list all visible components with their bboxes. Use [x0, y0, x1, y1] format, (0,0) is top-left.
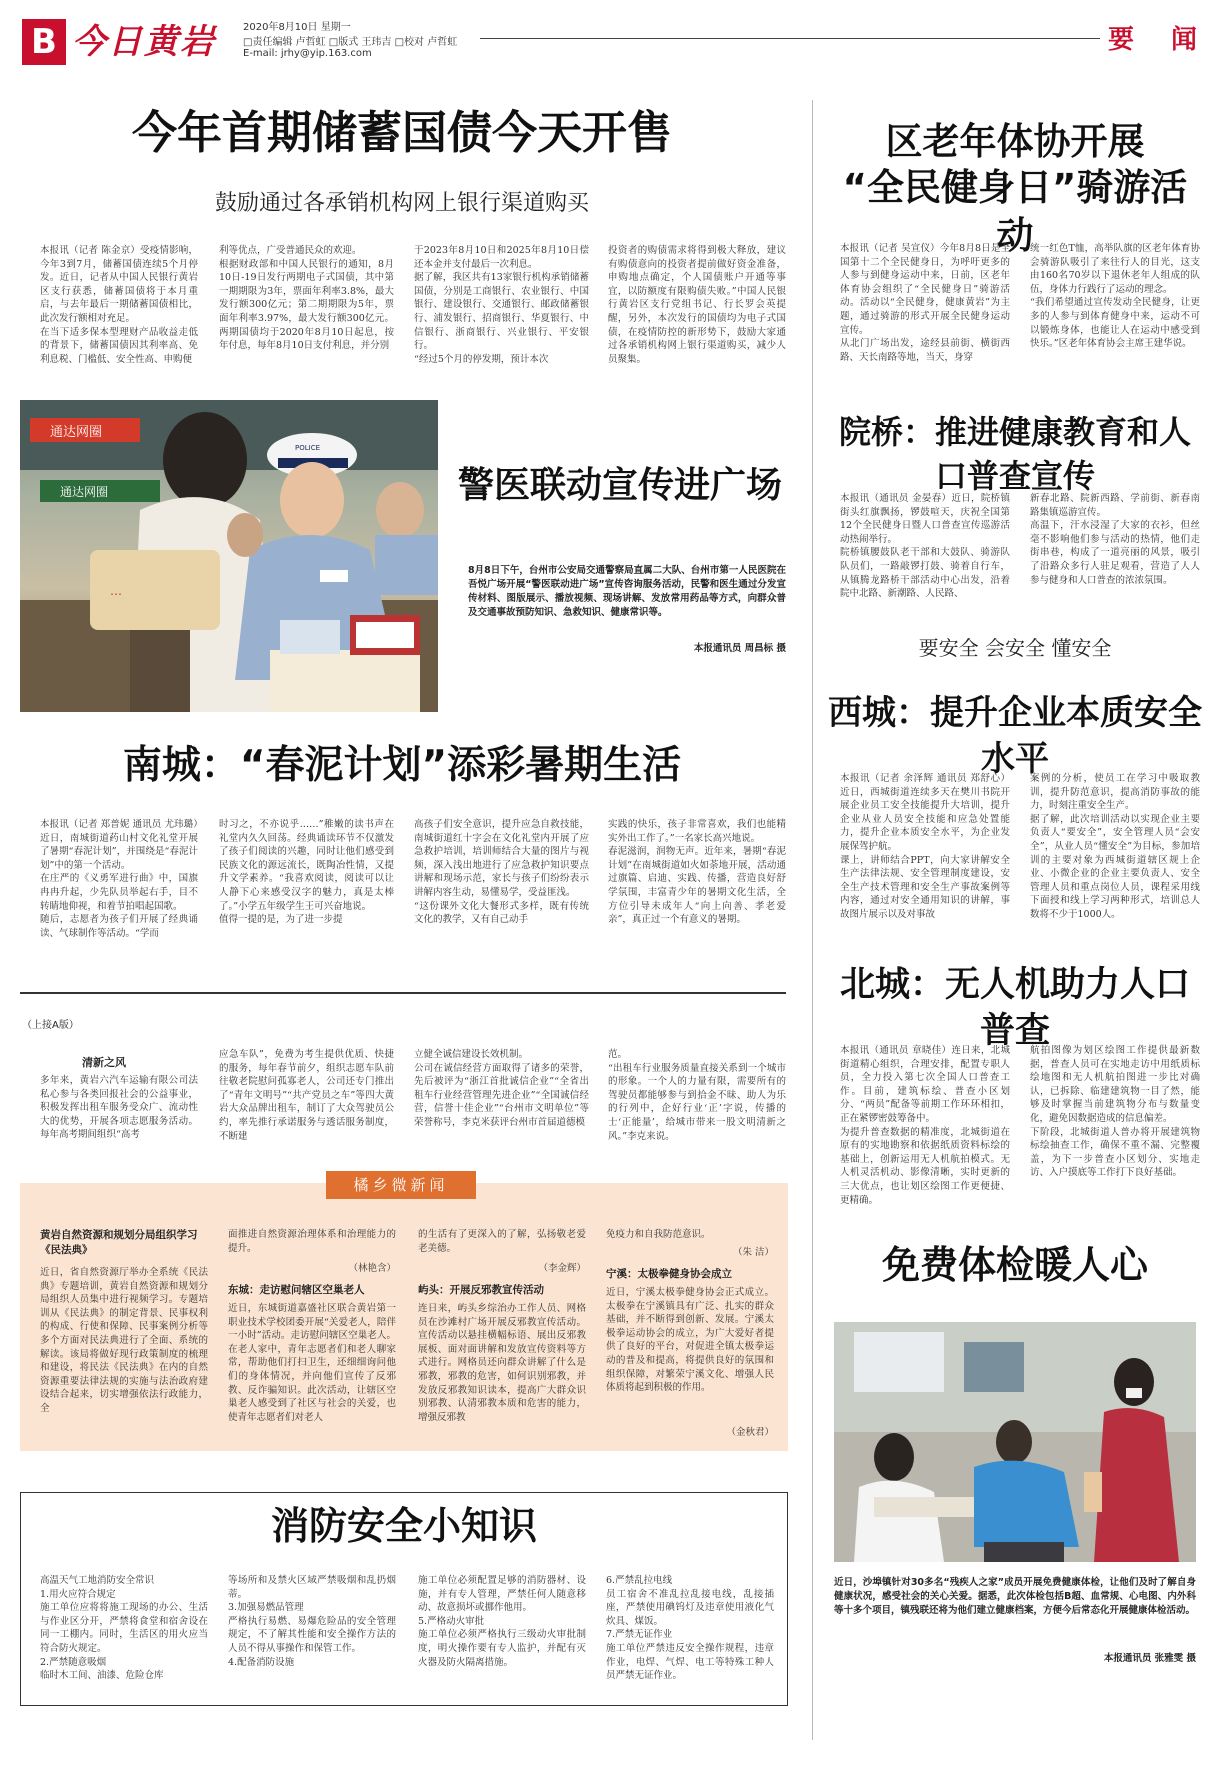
section-name: 要 闻 [1108, 25, 1212, 55]
safety-headline: 西城：提升企业本质安全水平 [828, 693, 1202, 779]
police-caption: 8月8日下午，台州市公安局交通警察局直属二大队、台州市第一人民医院在吾悦广场开展“警医联动进广场”宣传咨询服务活动，民警和医生通过分发宣传材料、图版展示、播放视频、现场讲解、发放常用药品等方式，向群众普及交通事故预防知识、急救知识、健康常识等。 [468, 565, 786, 618]
safety-slogan: 要安全 会安全 懂安全 [918, 636, 1112, 660]
safety-col-1: 本报讯（记者 余泽辉 通讯员 郑舒心）近日，西城街道连续多天在樊川书院开展企业员工安全技能提升大培训，提升企业从业人员安全技能和应急处置能力，提升企业本质安全水平，为企业发展保驾护航。 课上，讲师结合PPT，向大家讲解安全生产法律法规、安全管理制度建设，安全生产技术管理和安全生产事故案例等内容，通过对安全通用知识的讲解，事故图片展示以及对事故 [840, 773, 1010, 920]
micro-item2-author: （李金辉） [538, 1263, 586, 1274]
section-letter-badge: B [22, 19, 66, 65]
fire-col-2: 等场所和及禁火区域严禁吸烟和乱扔烟蒂。 3.加强易燃品管理 严格执行易燃、易爆危险品的安全管理规定，不了解其性能和安全操作方法的人员不得从事操作和保管工作。 4.配备消防设施 [228, 1575, 396, 1668]
newspaper-logo: 今日黄岩 [72, 22, 216, 62]
nancheng-col-2: 时习之，不亦说乎……”稚嫩的读书声在礼堂内久久回荡。经典诵读环节不仅激发了孩子们阅读的兴趣，同时让他们感受到民族文化的源远流长，既陶冶性情，又提升文学素养。“我喜欢阅读，阅读可以让人静下心来感受汉字的魅力，真是太棒了。”小学五年级学生王可兴奋地说。 值得一提的是，为了进一步提 [219, 819, 394, 926]
section-divider-1 [20, 992, 786, 994]
checkup-photo-scene [834, 1322, 1196, 1562]
police-photo-credit: 本报通讯员 周昌标 摄 [693, 643, 786, 654]
micro-item1-tail: 面推进自然资源治理体系和治理能力的提升。 [228, 1229, 396, 1254]
fire-col-4: 6.严禁乱拉电线 员工宿舍不准乱拉乱接电线，乱接插座，严禁使用碘钨灯及违章使用液化气炊具、煤饭。 7.严禁无证作业 施工单位严禁违反安全操作规程，违章作业，电焊、气焊、电工等特殊工种人员严禁无证作业。 [606, 1575, 774, 1682]
continued-col-3: 立健全诚信建设长效机制。 公司在诚信经营方面取得了诸多的荣誉，先后被评为“浙江首批诚信企业”“全省出租车行业经营管理先进企业”“全国诚信经营，信誉十佳企业”“台州市文明单位”等荣誉称号，李克米获评台州市首届道德模 [414, 1049, 589, 1128]
yuanqiao-col-1: 本报讯（通讯员 金晏春）近日，院桥镇街头红旗飘扬，锣鼓喧天，庆祝全国第12个全民健身日暨人口普查宣传巡游活动热闹举行。 院桥镇腰鼓队老干部和大鼓队、骑游队队员们，一路敲锣打鼓、骑着自行车，从镇腾龙路桥干部活动中心出发，沿着院中北路、新潮路、人民路、 [840, 493, 1010, 600]
micro-item1-author: （林艳含） [348, 1263, 396, 1274]
nancheng-col-1: 本报讯（记者 郑普妮 通讯员 尤玮璐）近日，南城街道药山村文化礼堂开展了暑期“春泥计划”，并围绕是“春泥计划”中的第一个活动。 在庄严的《义勇军进行曲》中，国旗冉冉升起，少先队员举起右手，目不转睛地仰视，和着节拍唱起国歌。 随后，志愿者为孩子们开展了经典诵读、气球制作等活动。“学而 [40, 819, 198, 939]
right-column-rule [812, 100, 813, 1740]
lead-col-3: 于2023年8月10日和2025年8月10日偿还本金并支付最后一次利息。 据了解，我区共有13家银行机构承销储蓄国债，分别是工商银行、农业银行、中国银行、建设银行、交通银行、邮政储蓄银行、浦发银行、招商银行、华夏银行、中信银行、浙商银行、兴业银行、平安银行。 “经过5个月的停发期，预计本次 [414, 245, 589, 364]
police-photo-scene [20, 400, 438, 712]
micro-item3-tail: 免疫力和自我防范意识。 [606, 1229, 711, 1240]
nancheng-headline: 南城：“春泥计划”添彩暑期生活 [122, 743, 682, 788]
micro-item1-title: 黄岩自然资源和规划分局组织学习《民法典》 [40, 1229, 198, 1256]
beicheng-headline: 北城：无人机助力人口普查 [839, 965, 1190, 1051]
micro-item1-body: 近日，省自然资源厅举办全系统《民法典》专题培训，黄岩自然资源和规划分局组织人员集中进行视频学习。专题培训从《民法典》的制定背景、民事权利的构成、行使和保障、民事案例分析等多个方面对民法典进行了全面、系统的解读。该局将做好现行政策制度的梳理和建设，将民法《民法典》在内的自然资源重要法律法规的实施与法治政府建设结合起来，切实增强依法行政能力，全 [40, 1267, 208, 1414]
editor-credits: □责任编辑 卢哲虹 □版式 王玮吉 □校对 卢哲虹 [243, 37, 458, 48]
store-sign-2: 通达网圈 [60, 485, 109, 499]
lead-col-1: 本报讯（记者 陈金京）受疫情影响，今年3到7月，储蓄国债连续5个月停发。近日，记者从中国人民银行黄岩区支行获悉，储蓄国债将于本月重启，与去年最后一期储蓄国债相比，此次发行额相对充足。 在当下适多保本型理财产品收益走低的背景下，储蓄国债因其利率高、免利息税、门槛低、安全性高、申购便 [40, 245, 198, 364]
masthead [0, 0, 1222, 70]
micro-news-title-tab: 橘乡微新闻 [326, 1171, 476, 1199]
contact-email: E-mail: jrhy@yip.163.com [243, 48, 372, 59]
continued-col-4: 范。 “出租车行业服务质量直接关系到一个城市的形象。一个人的力量有限，需要所有的驾驶员都能够参与到拾金不昧、助人为乐的行列中，企好行业‘正’字说，传播的士‘正能量’，给城市带来一股文明清新之风。”李克来说。 [608, 1049, 786, 1142]
beicheng-col-2: 航拍图像为划区绘图工作提供最新数据，普查人员可在实地走访中用纸质标绘地图和无人机航拍图进一步比对确认，已拆除、临建建筑物一目了然，能够及时掌握当前建筑物分布与数量变化，避免因数据造成的信息偏差。 下阶段，北城街道人普办将开展建筑物标绘抽查工作，确保不重不漏、完整覆盖，为下一步普查小区划分、实地走访、入户摸底等工作打下良好基础。 [1030, 1045, 1200, 1179]
nancheng-col-4: 实践的快乐，孩子非常喜欢，我们也能精实外出工作了。”一名家长高兴地说。 春泥滋润，润物无声。近年来，暑期“春泥计划”在南城街道如火如荼地开展，活动通过旗篇、启迪、实践、传播，营造良好舒学氛围，丰富青少年的暑期文化生活，全方位引导未成年人“向上向善、孝老爱亲”，真正过一个有意义的暑期。 [608, 819, 786, 926]
micro-item3-body: 连日来，屿头乡综治办工作人员、网格员在沙滩村广场开展反邪教宣传活动。宣传活动以悬挂横幅标语、展出反邪教展板、面对面讲解和发放宣传资料等方式进行。网格员还向群众讲解了什么是邪教，邪教的危害，如何识别邪教，并发放反邪教知识读本，提高广大群众识别邪教、认清邪教本质和危害的能力，增强反邪教 [418, 1303, 586, 1423]
lead-col-2: 利等优点，广受普通民众的欢迎。 根据财政部和中国人民银行的通知，8月10日-19日发行两期电子式国债，其中第一期期限为3年，票面年利率3.8%，最大发行额300亿元；第二期期限为5年，票面年利率3.97%，最大发行额300亿元。两期国债均于2020年8月10日起息，按年付息，每年8月10日支付利息，并分别 [219, 245, 394, 352]
micro-item3-title: 屿头：开展反邪教宣传活动 [418, 1284, 544, 1296]
sports-headline-line-2: “全民健身日”骑游活动 [842, 166, 1188, 257]
police-headline: 警医联动宣传进广场 [457, 465, 782, 506]
micro-item4-body: 近日，宁溪太极拳健身协会正式成立。太极拳在宁溪镇具有广泛、扎实的群众基础，并不断得到创新、发展。宁溪太极拳运动协会的成立，为广大爱好者提供了良好的平台，对促进全镇太极拳运动的普及和提高，将提供良好的氛围和组织保障，对繁荣宁溪文化、增强人民体质将起到积极的作用。 [606, 1287, 774, 1394]
micro-item2-tail: 的生活有了更深入的了解，弘扬敬老爱老美德。 [418, 1229, 586, 1254]
lead-headline: 今年首期储蓄国债今天开售 [131, 106, 672, 159]
nancheng-col-3: 高孩子们安全意识，提升应急自救技能，南城街道红十字会在文化礼堂内开展了应急救护培训，培训师结合大量的图片与视频，深入浅出地进行了应急救护知识要点讲解和现场示范，家长与孩子们纷纷表示讲解内容生动，易懂易学，受益匪浅。 “这份课外文化大餐形式多样，既有传统文化的教学，又有自己动手 [414, 819, 589, 926]
checkup-headline: 免费体检暖人心 [881, 1243, 1148, 1287]
police-medical-photo [20, 400, 438, 712]
fire-col-1: 高温天气工地消防安全常识 1.用火应符合规定 施工单位应将将施工现场的办公、生活与作业区分开，严禁将食堂和宿舍设在同一工棚内。同时，生活区的用火应当符合防火规定。 2.严禁随意吸烟 临时木工间、油漆、危险仓库 [40, 1575, 208, 1682]
micro-item3-author: （朱 洁） [732, 1247, 774, 1258]
lead-subhead: 鼓励通过各承销机构网上银行渠道购买 [214, 191, 589, 216]
sports-col-1: 本报讯（记者 吴宣仪）今年8月8日是全国第十二个全民健身日，为呼吁更多的人参与到健身运动中来，日前，区老年体育协会组织了“全民健身日”骑游活动。活动以“全民健身，健康黄岩”为主题，通过骑游的形式开展全民健身运动宣传。 从北门广场出发，途经县前街、横街西路、天长南路等地，当天，身穿 [840, 243, 1010, 363]
store-sign-1: 通达网圈 [50, 425, 103, 440]
micro-item4-title: 宁溪：太极拳健身协会成立 [606, 1268, 732, 1280]
cap-badge-text: POLICE [295, 444, 321, 452]
sports-headline-line-1: 区老年体协开展 [885, 120, 1145, 163]
health-checkup-photo [834, 1322, 1196, 1562]
checkup-photo-credit: 本报通讯员 张雅雯 摄 [1103, 1653, 1196, 1664]
checkup-caption: 近日，沙埠镇针对30多名“残疾人之家”成员开展免费健康体检，让他们及时了解自身健康状况，感受社会的关心关爱。据悉，此次体检包括B超、血常规、心电图、内外科等十多个项目，镇残联还将为他们建立健康档案，方便今后常态化开展健康体检活动。 [834, 1577, 1196, 1616]
fire-col-3: 施工单位必须配置足够的消防器材、设施，并有专人管理，严禁任何人随意移动、故意损坏或挪作他用。 5.严格动火审批 施工单位必须严格执行三级动火审批制度，明火操作要有专人监护，并配有灭火器及防火隔离措施。 [418, 1575, 586, 1668]
micro-item2-body: 近日，东城街道嘉盛社区联合黄岩第一职业技术学校团委开展“关爱老人，陪伴一小时”活动。走访慰问辖区空巢老人。在老人家中，青年志愿者们和老人聊家常，帮助他们打扫卫生，还细细询问他们的身体情况，并向他们宣传了反邪教、反诈骗知识。此次活动，让辖区空巢老人感受到了社区与社会的关爱，也使青年志愿者们对老人 [228, 1303, 396, 1423]
safety-col-2: 案例的分析，使员工在学习中吸取教训，提升防范意识，提高消防事故的能力，时刻注重安全生产。 据了解，此次培训活动以实现企业主要负责人“要安全”，安全管理人员“会安全”，从业人员“懂安全”为目标，参加培训的主要对象为西城街道辖区规上企业、小微企业的企业主要负责人、安全管理人员和重点岗位人员，课程采用线下面授和线上学习两种形式，培训总人数将不少于1000人。 [1030, 773, 1200, 920]
masthead-top-rule [480, 38, 1100, 39]
continued-col-1: 多年来，黄岩六汽车运输有限公司法私心参与各类回报社会的公益事业，积极发挥出租车服务受众广、流动性大的优势，开展各项志愿服务活动。每年高考期间组织“高考 [40, 1075, 198, 1141]
fire-headline: 消防安全小知识 [270, 1504, 537, 1548]
continued-subhead: 清新之风 [82, 1056, 126, 1069]
micro-item2-title: 东城：走访慰问辖区空巢老人 [228, 1284, 365, 1296]
issue-date: 2020年8月10日 星期一 [243, 22, 351, 33]
svg-text:…: … [110, 584, 122, 598]
yuanqiao-headline: 院桥：推进健康教育和人口普查宣传 [838, 413, 1191, 495]
lead-col-4: 投资者的购债需求将得到极大释放，建议有购债意向的投资者提前做好资金准备，申购地点确定，个人国债账户开通等事宜，以防额度有限购债失败。”中国人民银行黄岩区支行党组书记、行长罗会英提醒，另外，本次发行的国债均为电子式国债，在疫情防控的新形势下，鼓励大家通过各承销机构网上银行渠道购买，减少人员聚集。 [608, 245, 786, 364]
sports-col-2: 统一红色T恤，高举队旗的区老年体育协会骑游队吸引了来往行人的目光，这支由160名70岁以下退休老年人组成的队伍，身体力行践行了运动的理念。 “我们希望通过宣传发动全民健身，让更多的人参与到体育健身中来，运动不可以锻炼身体，也能让人在运动中感受到快乐。”区老年体育协会主席王建华说。 [1030, 243, 1200, 350]
continued-col-2: 应急车队”，免费为考生提供优质、快捷的服务，每年春节前夕，组织志愿车队前往敬老院慰问孤寡老人，公司还专门推出了“青年文明号”“共产党员之车”等四大黄岩大众品牌出租车，制订了大众驾驶员公约，率先推行承诺服务与透话服务制度，不断建 [219, 1049, 394, 1142]
yuanqiao-col-2: 新春北路、院新西路、学前街、新春南路集镇巡游宣传。 高温下，汗水浸湿了大家的衣衫，但丝毫不影响他们参与活动的热情，他们走街串巷，构成了一道亮丽的风景，吸引了沿路众多行人驻足观看，营造了人人参与健身和人口普查的浓浓氛围。 [1030, 493, 1200, 586]
beicheng-col-1: 本报讯（通讯员 章晓佳）连日来，北城街道精心组织，合理安排，配置专职人员，全力投入第七次全国人口普查工作。目前，建筑标绘、普查小区划分、“两员”配备等前期工作环环相扣，正在紧锣密鼓筹备中。 为提升普查数据的精准度，北城街道在原有的实地勘察和依据纸质资料标绘的基础上，创新运用无人机航拍模式。无人机灵活机动、影像清晰，实时更新的三大优点，也让划区绘图工作更便捷、更精确。 [840, 1045, 1010, 1206]
micro-item4-author: （金秋君） [726, 1427, 774, 1438]
continued-label: （上接A版） [22, 1020, 79, 1031]
